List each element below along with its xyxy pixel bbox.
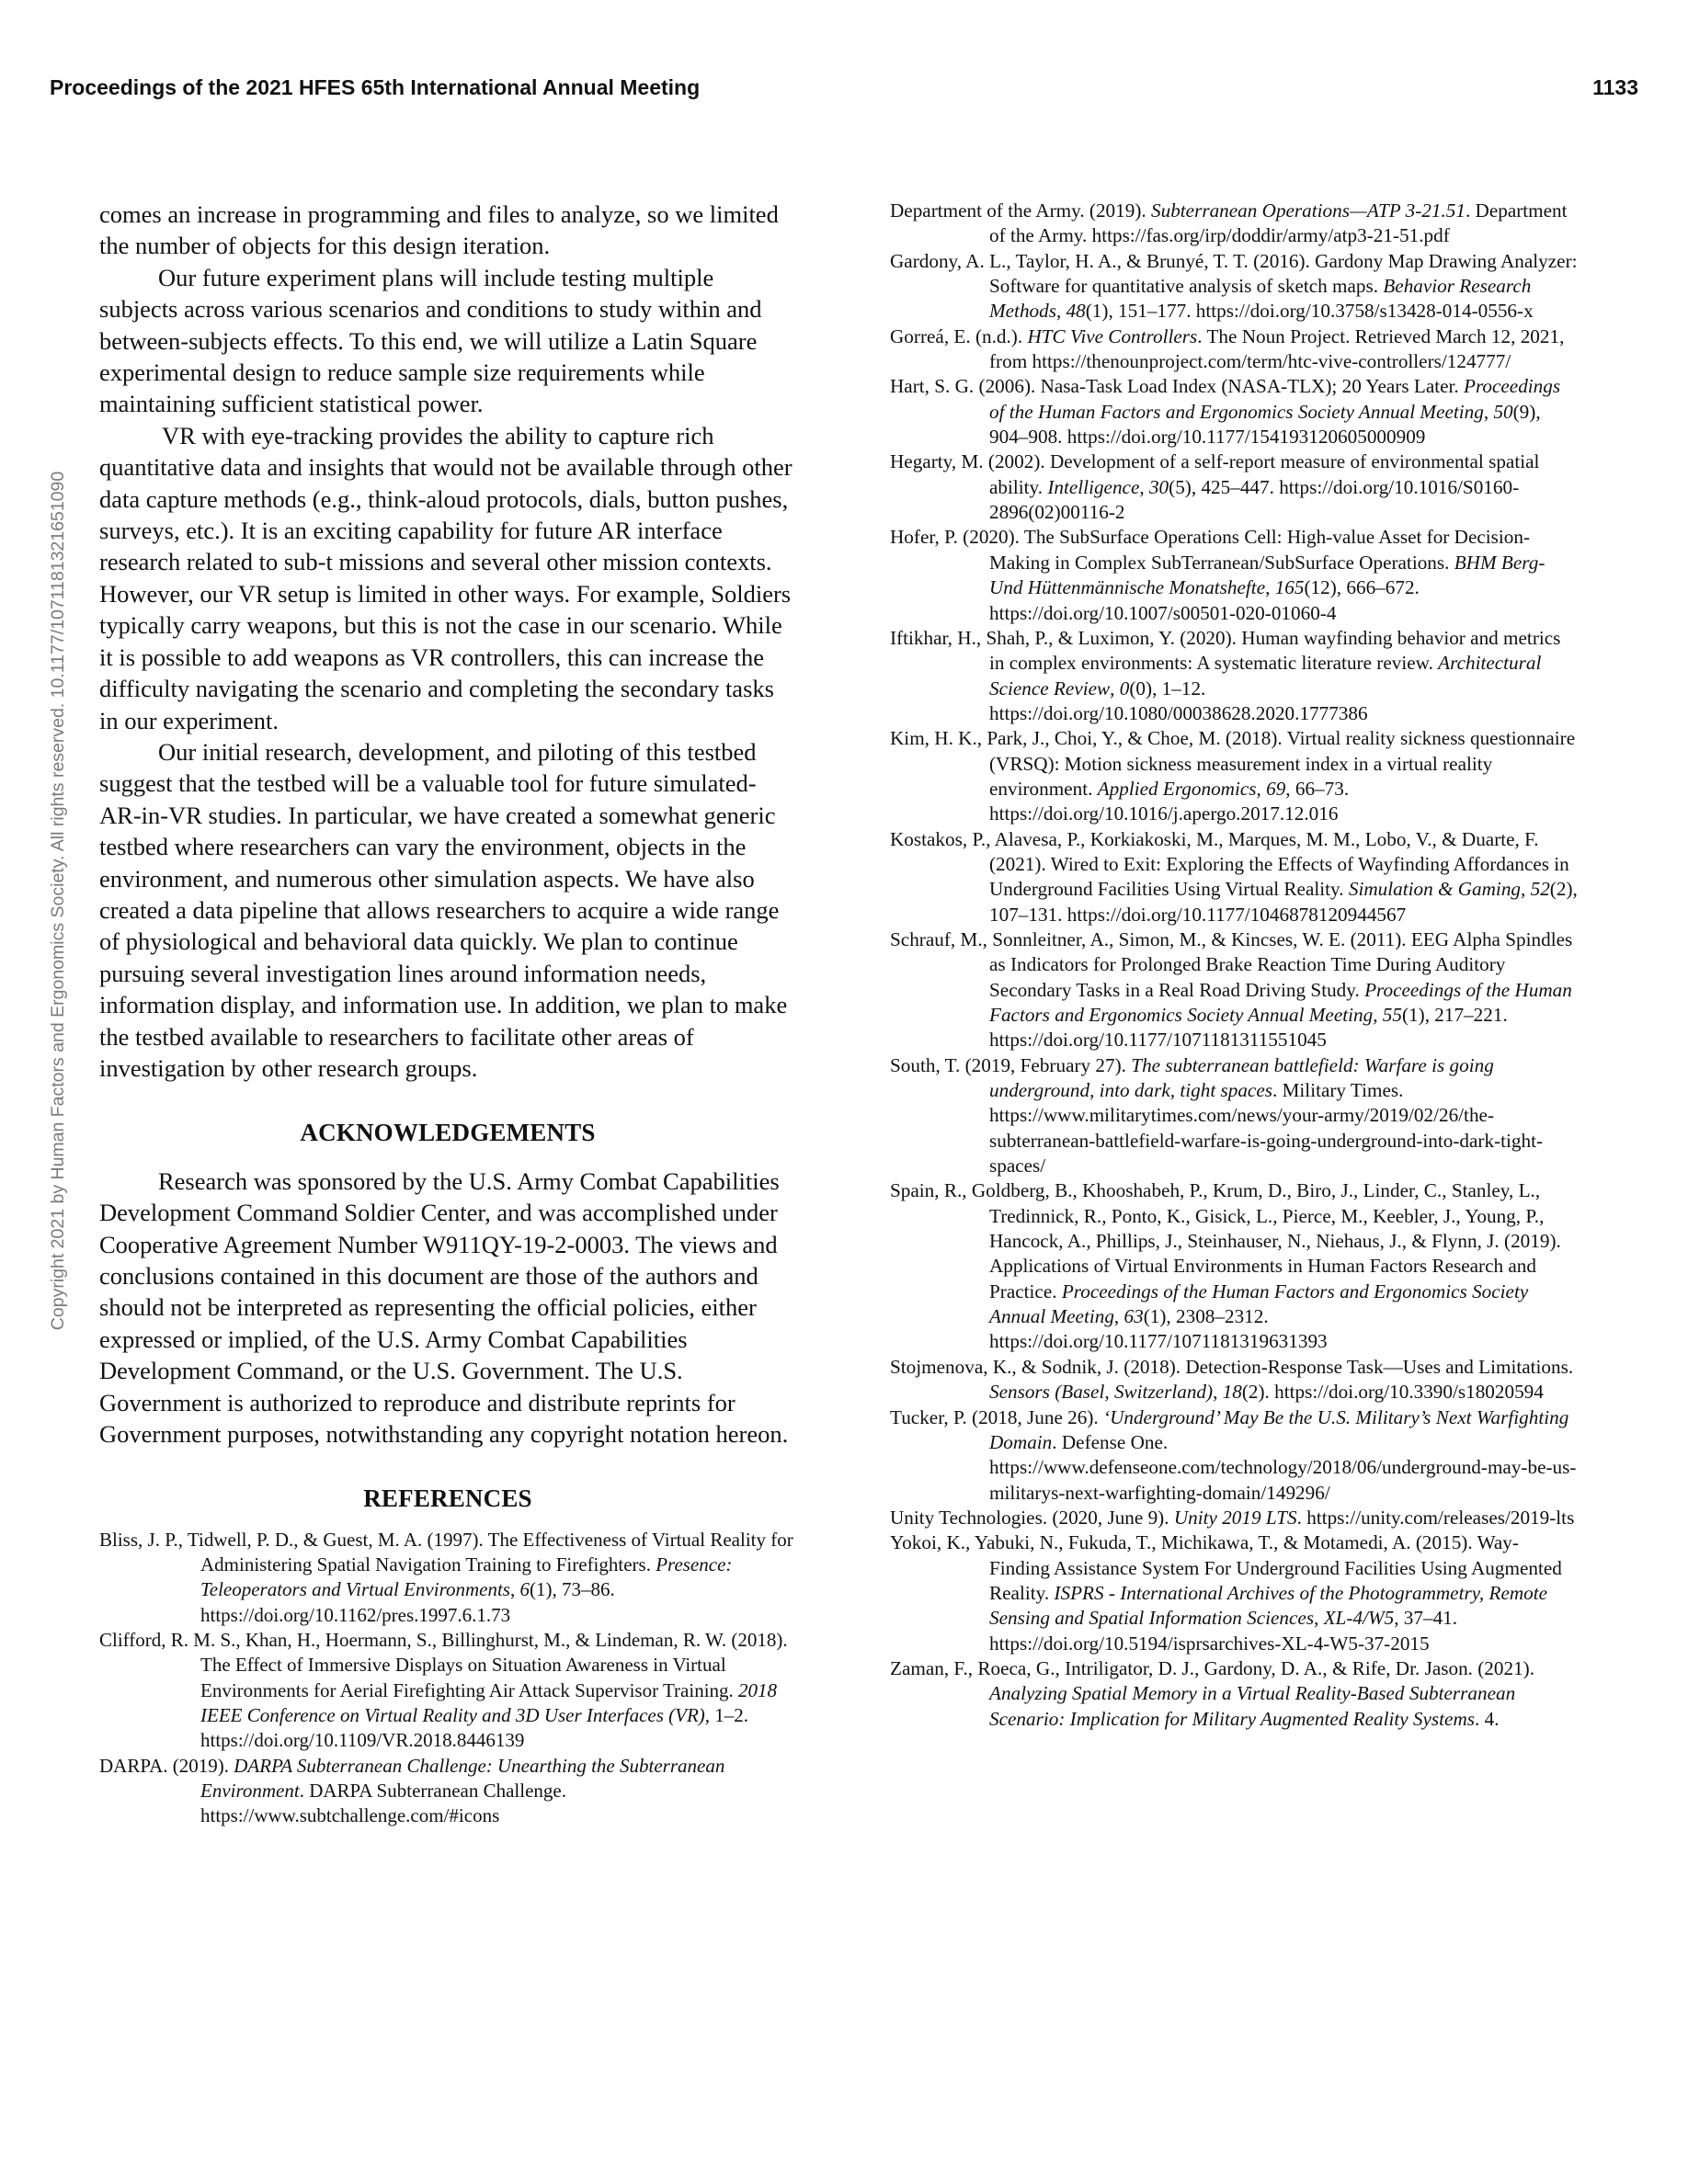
reference-entry: Yokoi, K., Yabuki, N., Fukuda, T., Michikawa, T., & Motamedi, A. (2015). Way-Finding Assistance System For Underground Facilities Using Augmented Reality. ISPRS - International Archives of the Photogrammetry, Remote Sensing and Spatial Information Sciences, XL-4/W5, 37–41. https://doi.org/10.5194/isprsarchives-XL-4-W5-37-2015 (890, 1531, 1562, 1655)
left-column (99, 199, 796, 1828)
acknowledgements-heading: ACKNOWLEDGEMENTS (300, 1119, 596, 1147)
copyright-notice: Copyright 2021 by Human Factors and Ergonomics Society. All rights reserved. 10.1177/1071181321651090 (48, 471, 68, 1331)
running-header (50, 75, 1638, 108)
body-paragraph: Our initial research, development, and piloting of this testbed suggest that the testbed will be a valuable tool for future simulated-AR-in-VR studies. In particular, we have created a somewhat generic testbed where researchers can vary the environment, objects in the environment, and numerous other simulation aspects. We have also created a data pipeline that allows researchers to acquire a wide range of physiological and behavioral data quickly. We plan to continue pursuing several investigation lines around information needs, information display, and information use. In addition, we plan to make the testbed available to researchers to facilitate other areas of investigation by other research groups. (99, 737, 788, 1082)
body-paragraph: comes an increase in programming and files to analyze, so we limited the number of objects for this design iteration. (99, 200, 779, 260)
reference-entry: Department of the Army. (2019). Subterranean Operations—ATP 3-21.51. Department of the Army. https://fas.org/irp/doddir/army/atp3-21-51.pdf (890, 199, 1568, 247)
reference-entry: Unity Technologies. (2020, June 9). Unity 2019 LTS. https://unity.com/releases/2019-lts (890, 1506, 1575, 1529)
body-paragraph: VR with eye-tracking provides the ability to capture rich quantitative data and insights that would not be available through other data capture methods (e.g., think-aloud protocols, dials, button pushes, surveys, etc.). It is an exciting capability for future AR interface research related to sub-t missions and several other mission contexts. However, our VR setup is limited in other ways. For example, Soldiers typically carry weapons, but this is not the case in our scenario. While it is possible to add weapons as VR controllers, this can increase the difficulty navigating the scenario and completing the secondary tasks in our experiment. (99, 421, 793, 734)
page-number: 1133 (1592, 75, 1638, 99)
reference-entry: Hegarty, M. (2002). Development of a self-report measure of environmental spatial ability. Intelligence, 30(5), 425–447. https://doi.org/10.1016/S0160-2896(02)00116-2 (890, 450, 1540, 524)
copyright-sidebar (44, 170, 72, 1632)
proceedings-title: Proceedings of the 2021 HFES 65th International Annual Meeting (50, 75, 701, 99)
reference-entry: Schrauf, M., Sonnleitner, A., Simon, M., & Kincses, W. E. (2011). EEG Alpha Spindles as Indicators for Prolonged Brake Reaction Time During Auditory Secondary Tasks in a Real Road Driving Study. Proceedings of the Human Factors and Ergonomics Society Annual Meeting, 55(1), 217–221. https://doi.org/10.1177/1071181311551045 (890, 927, 1573, 1052)
reference-entry: Kim, H. K., Park, J., Choi, Y., & Choe, M. (2018). Virtual reality sickness questionnaire (VRSQ): Motion sickness measurement index in a virtual reality environment. Applied Ergonomics, 69, 66–73. https://doi.org/10.1016/j.apergo.2017.12.016 (890, 727, 1576, 825)
reference-entry: Kostakos, P., Alavesa, P., Korkiakoski, M., Marques, M. M., Lobo, V., & Duarte, F. (2021). Wired to Exit: Exploring the Effects of Wayfinding Affordances in Underground Facilities Using Virtual Reality. Simulation & Gaming, 52(2), 107–131. https://doi.org/10.1177/1046878120944567 (890, 827, 1578, 926)
reference-entry: Zaman, F., Roeca, G., Intriligator, D. J., Gardony, D. A., & Rife, Dr. Jason. (2021). Analyzing Spatial Memory in a Virtual Reality-Based Subterranean Scenario: Implication for Military Augmented Reality Systems. 4. (890, 1656, 1535, 1730)
reference-entry: Hofer, P. (2020). The SubSurface Operations Cell: High-value Asset for Decision-Making in Complex SubTerranean/SubSurface Operations. BHM Berg- Und Hüttenmännische Monatshefte, 165(12), 666–672. https://doi.org/10.1007/s00501-020-01060-4 (890, 526, 1545, 624)
reference-entry: Tucker, P. (2018, June 26). ‘Underground’ May Be the U.S. Military’s Next Warfighting Domain. Defense One. https://www.defenseone.com/technology/2018/06/underground-may-be-us-militarys-next-warfighting-domain/149296/ (890, 1405, 1577, 1504)
reference-entry: Spain, R., Goldberg, B., Khooshabeh, P., Krum, D., Biro, J., Linder, C., Stanley, L., Tredinnick, R., Ponto, K., Gisick, L., Pierce, M., Keebler, J., Young, P., Hancock, A., Phillips, J., Steinhauser, N., Niehaus, J., & Flynn, J. (2019). Applications of Virtual Environments in Human Factors Research and Practice. Proceedings of the Human Factors and Ergonomics Society Annual Meeting, 63(1), 2308–2312. https://doi.org/10.1177/1071181319631393 (890, 1179, 1561, 1353)
reference-entry: Stojmenova, K., & Sodnik, J. (2018). Detection-Response Task—Uses and Limitations. Sensors (Basel, Switzerland), 18(2). https://doi.org/10.3390/s18020594 (890, 1355, 1574, 1404)
reference-entry: Clifford, R. M. S., Khan, H., Hoermann, S., Billinghurst, M., & Lindeman, R. W. (2018). The Effect of Immersive Displays on Situation Awareness in Virtual Environments for Aerial Firefighting Air Attack Supervisor Training. 2018 IEEE Conference on Virtual Reality and 3D User Interfaces (VR), 1–2. https://doi.org/10.1109/VR.2018.8446139 (99, 1629, 788, 1752)
reference-list-right (890, 199, 1578, 1732)
acknowledgements-text: Research was sponsored by the U.S. Army Combat Capabilities Development Command Soldier Center, and was accomplished under Cooperative Agreement Number W911QY-19-2-0003. The views and conclusions contained in this document are those of the authors and should not be interpreted as representing the official policies, either expressed or implied, of the U.S. Army Combat Capabilities Development Command, or the U.S. Government. The U.S. Government is authorized to reproduce and distribute reprints for Government purposes, notwithstanding any copyright notation hereon. (99, 1166, 789, 1449)
reference-entry: DARPA. (2019). DARPA Subterranean Challenge: Unearthing the Subterranean Environment. DARPA Subterranean Challenge. https://www.subtchallenge.com/#icons (99, 1754, 725, 1827)
reference-entry: Gardony, A. L., Taylor, H. A., & Brunyé, T. T. (2016). Gardony Map Drawing Analyzer: Software for quantitative analysis of sketch maps. Behavior Research Methods, 48(1), 151–177. https://doi.org/10.3758/s13428-014-0556-x (890, 249, 1578, 323)
reference-entry: South, T. (2019, February 27). The subterranean battlefield: Warfare is going underground, into dark, tight spaces. Military Times. https://www.militarytimes.com/news/your-army/2019/02/26/the-subterranean-battlefield-warfare-is-going-underground-into-dark-tight-spaces/ (890, 1053, 1544, 1177)
reference-entry: Gorreá, E. (n.d.). HTC Vive Controllers. The Noun Project. Retrieved March 12, 2021, from https://thenounproject.com/term/htc-vive-controllers/124777/ (890, 324, 1565, 373)
reference-entry: Hart, S. G. (2006). Nasa-Task Load Index (NASA-TLX); 20 Years Later. Proceedings of the Human Factors and Ergonomics Society Annual Meeting, 50(9), 904–908. https://doi.org/10.1177/154193120605000909 (890, 375, 1561, 449)
body-paragraph: Our future experiment plans will include testing multiple subjects across various scenarios and conditions to study within and between-subjects effects. To this end, we will utilize a Latin Square experimental design to reduce sample size requirements while maintaining sufficient statistical power. (99, 263, 762, 418)
reference-entry: Bliss, J. P., Tidwell, P. D., & Guest, M. A. (1997). The Effectiveness of Virtual Reality for Administering Spatial Navigation Training to Firefighters. Presence: Teleoperators and Virtual Environments, 6(1), 73–86. https://doi.org/10.1162/pres.1997.6.1.73 (99, 1528, 793, 1626)
references-heading: REFERENCES (363, 1484, 532, 1513)
reference-list-left (99, 1528, 796, 1829)
reference-entry: Iftikhar, H., Shah, P., & Luximon, Y. (2020). Human wayfinding behavior and metrics in complex environments: A systematic literature review. Architectural Science Review, 0(0), 1–12. https://doi.org/10.1080/00038628.2020.1777386 (890, 626, 1561, 724)
right-column (890, 199, 1578, 1732)
